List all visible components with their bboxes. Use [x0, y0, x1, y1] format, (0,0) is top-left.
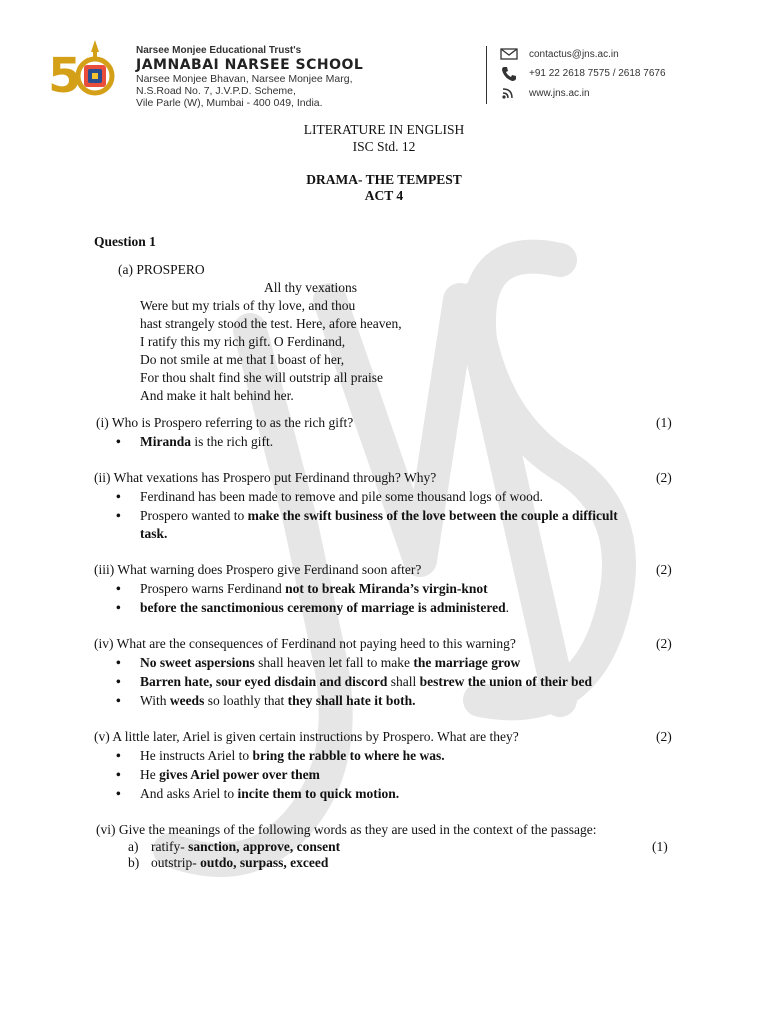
q4-answer-1: • No sweet aspersions shall heaven let fall to make the marriage grow — [140, 655, 520, 671]
q2-answer-1: • Ferdinand has been made to remove and pile some thousand logs of wood. — [140, 489, 543, 505]
passage-label: (a) PROSPERO — [118, 262, 205, 277]
phone-icon — [501, 66, 517, 82]
subject-title: LITERATURE IN ENGLISH — [303, 122, 465, 137]
passage-line-1: All thy vexations — [264, 280, 357, 295]
q2-text: (ii) What vexations has Prospero put Ferdinand through? Why? — [94, 470, 437, 485]
q6-option-a-label: a) — [128, 839, 139, 854]
passage-line-6: For thou shalt find she will outstrip all praise — [140, 370, 383, 385]
q2-answer-2-cont: task. — [140, 526, 168, 541]
q5-text: (v) A little later, Ariel is given certain instructions by Prospero. What are they? — [94, 729, 519, 744]
drama-title: DRAMA- THE TEMPEST — [306, 172, 462, 187]
q4-answer-2: • Barren hate, sour eyed disdain and discord shall bestrew the union of their bed — [140, 674, 592, 690]
address-line-3: Vile Parle (W), Mumbai - 400 049, India. — [136, 97, 323, 109]
q5-marks: (2) — [656, 729, 672, 744]
q6-text: (vi) Give the meanings of the following words as they are used in the context of the passage: — [96, 822, 597, 837]
web-icon — [502, 87, 516, 99]
passage-line-7: And make it halt behind her. — [140, 388, 294, 403]
q3-text: (iii) What warning does Prospero give Ferdinand soon after? — [94, 562, 422, 577]
passage-line-5: Do not smile at me that I boast of her, — [140, 352, 345, 367]
q3-answer-1: • Prospero warns Ferdinand not to break Miranda’s virgin-knot — [140, 581, 488, 597]
school-name: JAMNABAI NARSEE SCHOOL — [136, 57, 364, 73]
q1-text: (i) Who is Prospero referring to as the rich gift? — [96, 415, 354, 430]
q5-answer-3: • And asks Ariel to incite them to quick motion. — [140, 786, 399, 802]
passage-line-2: Were but my trials of thy love, and thou — [140, 298, 356, 313]
q4-answer-3: • With weeds so loathly that they shall hate it both. — [140, 693, 415, 709]
act-title: ACT 4 — [364, 188, 404, 203]
question-heading: Question 1 — [94, 234, 156, 249]
q4-text: (iv) What are the consequences of Ferdinand not paying heed to this warning? — [94, 636, 516, 651]
contact-website[interactable]: www.jns.ac.in — [529, 88, 590, 99]
passage-line-4: I ratify this my rich gift. O Ferdinand, — [140, 334, 346, 349]
q6-option-a: ratify- sanction, approve, consent — [151, 839, 341, 854]
q1-answer-1: • Miranda is the rich gift. — [140, 434, 273, 450]
q6-marks: (1) — [652, 839, 668, 854]
q3-answer-2: • before the sanctimonious ceremony of marriage is administered. — [140, 600, 509, 616]
mail-icon — [500, 48, 518, 60]
svg-text:5: 5 — [48, 48, 82, 102]
header-divider — [486, 46, 487, 104]
q6-option-b: outstrip- outdo, surpass, exceed — [151, 855, 329, 870]
standard-title: ISC Std. 12 — [352, 139, 416, 154]
school-logo-icon — [48, 36, 132, 102]
q3-marks: (2) — [656, 562, 672, 577]
q4-marks: (2) — [656, 636, 672, 651]
q1-marks: (1) — [656, 415, 672, 430]
address-line-2: N.S.Road No. 7, J.V.P.D. Scheme, — [136, 85, 296, 97]
q6-option-b-label: b) — [128, 855, 140, 870]
contact-email[interactable]: contactus@jns.ac.in — [529, 49, 619, 60]
q2-answer-2: • Prospero wanted to make the swift business of the love between the couple a difficult — [140, 508, 618, 524]
address-line-1: Narsee Monjee Bhavan, Narsee Monjee Marg, — [136, 73, 353, 85]
contact-phone[interactable]: +91 22 2618 7575 / 2618 7676 — [529, 68, 666, 79]
passage-line-3: hast strangely stood the test. Here, afore heaven, — [140, 316, 402, 331]
q5-answer-2: • He gives Ariel power over them — [140, 767, 320, 783]
q5-answer-1: • He instructs Ariel to bring the rabble to where he was. — [140, 748, 445, 764]
q2-marks: (2) — [656, 470, 672, 485]
trust-name: Narsee Monjee Educational Trust's — [136, 45, 302, 56]
